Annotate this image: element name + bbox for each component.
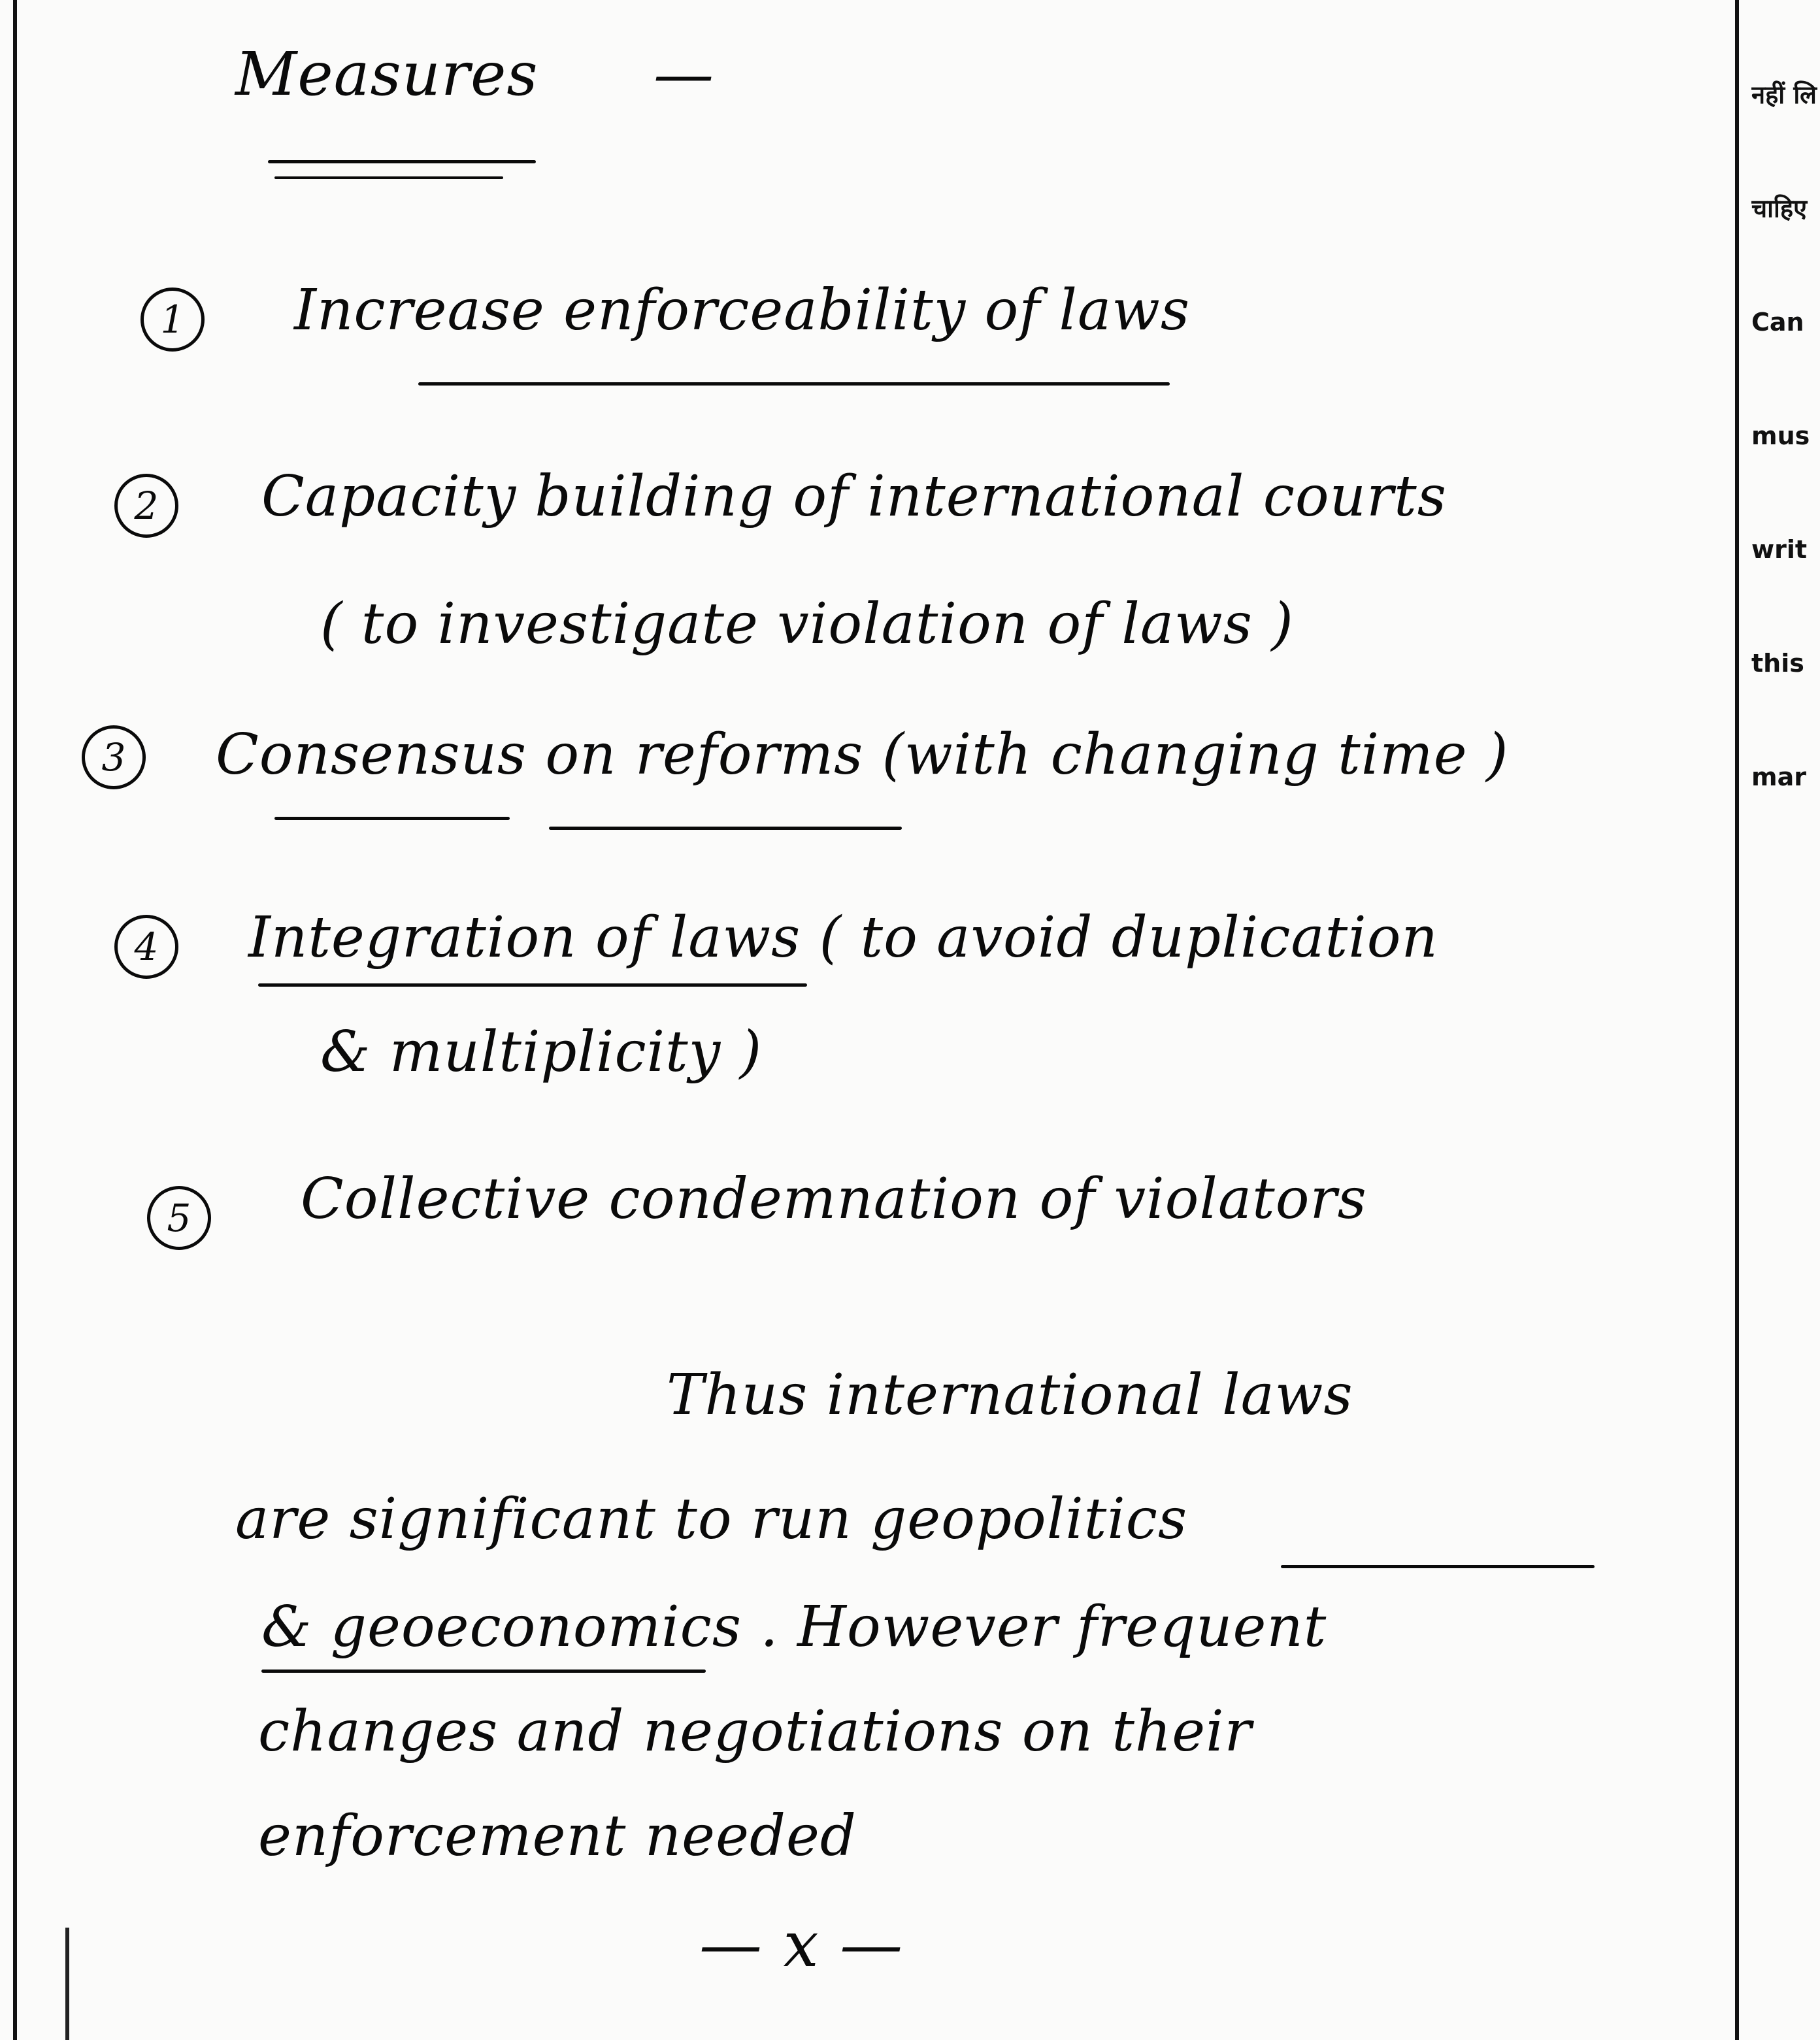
margin-line: writ — [1751, 535, 1808, 564]
item-number-1: 1 — [141, 288, 205, 352]
margin-line: mar — [1751, 763, 1806, 791]
item-number-3: 3 — [82, 725, 146, 789]
item-1-underline — [418, 382, 1170, 386]
conclusion-line-1: Thus international laws — [667, 1362, 1353, 1428]
left-margin-line — [13, 0, 17, 2040]
item-3-text: Consensus on reforms (with changing time ) — [216, 722, 1509, 787]
item-5-text: Collective condemnation of violators — [301, 1166, 1367, 1232]
inner-margin-line — [65, 1928, 69, 2040]
item-4-subtext: & multiplicity ) — [320, 1019, 763, 1085]
margin-line: नहीं लि — [1751, 80, 1817, 109]
margin-line: चाहिए — [1751, 194, 1808, 223]
item-number-4: 4 — [114, 915, 178, 979]
conclusion-line-2: are significant to run geopolitics — [235, 1487, 1188, 1552]
item-4-text: Integration of laws ( to avoid duplication — [248, 905, 1438, 970]
end-mark: — x — — [699, 1908, 904, 1981]
right-margin-line — [1735, 0, 1739, 2040]
item-number-5: 5 — [147, 1186, 211, 1250]
heading: Measures — [235, 39, 538, 109]
item-1-text: Increase enforceability of laws — [294, 278, 1191, 343]
conclusion-line-5: enforcement needed — [258, 1803, 857, 1869]
conclusion-line-3: & geoeconomics . However frequent — [261, 1594, 1327, 1660]
geoeconomics-underline — [261, 1670, 706, 1673]
geopolitics-underline — [1281, 1565, 1595, 1568]
item-number-2: 2 — [114, 474, 178, 538]
margin-instruction — [1751, 0, 1820, 872]
margin-line: mus — [1751, 421, 1810, 450]
item-4-underline — [258, 983, 807, 987]
conclusion-line-4: changes and negotiations on their — [258, 1699, 1252, 1764]
margin-line: this — [1751, 649, 1804, 678]
item-2-text: Capacity building of international courts — [261, 464, 1447, 529]
heading-underline-2 — [274, 176, 503, 179]
margin-line: Can — [1751, 308, 1804, 337]
heading-underline — [268, 160, 536, 163]
item-2-subtext: ( to investigate violation of laws ) — [320, 591, 1294, 657]
item-3-underline-a — [274, 817, 510, 820]
heading-dash: — — [654, 39, 714, 109]
item-3-underline-b — [549, 827, 902, 830]
